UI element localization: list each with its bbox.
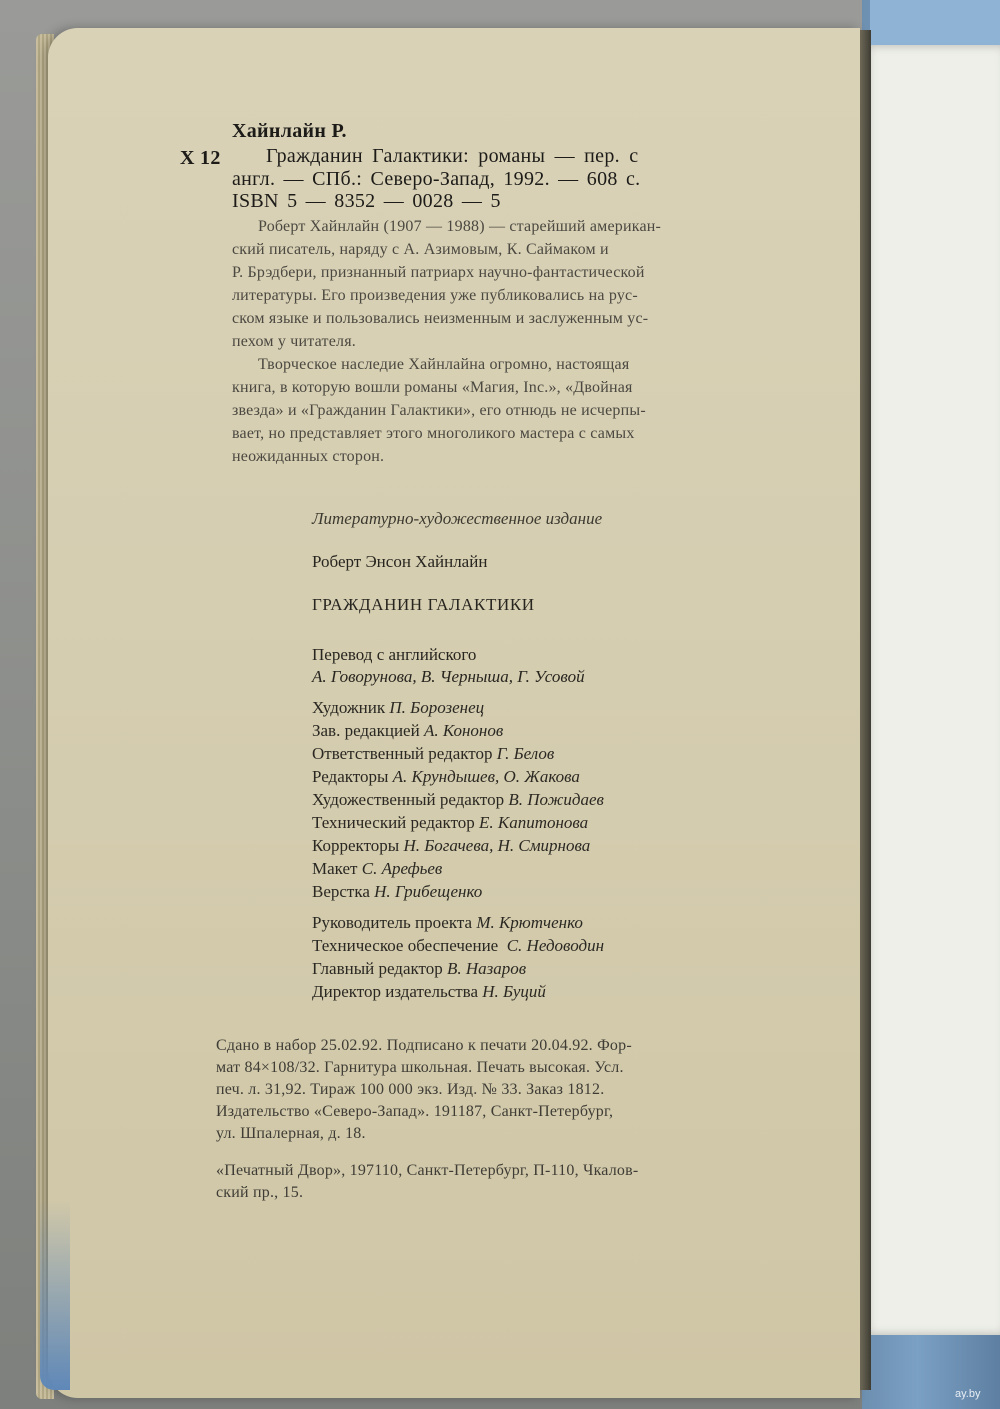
credit-name: С. Арефьев	[361, 859, 443, 878]
credit-name: Г. Белов	[496, 744, 555, 763]
credit-row	[312, 936, 604, 956]
credit-name: М. Крютченко	[476, 913, 583, 932]
annotation-line: неожиданных сторон.	[232, 448, 385, 465]
annotation-line: вает, но представляет этого многоликого мастера с самых	[232, 425, 635, 442]
credit-row	[312, 721, 503, 741]
credit-role: Макет	[312, 859, 358, 878]
credit-name: П. Борозенец	[389, 698, 485, 717]
credit-role: Корректоры	[312, 836, 400, 855]
credit-role: Художественный редактор	[312, 790, 505, 809]
imprint-line: печ. л. 31,92. Тираж 100 000 экз. Изд. № 33. Заказ 1812.	[216, 1081, 605, 1098]
credit-role: Редакторы	[312, 767, 389, 786]
credit-name: С. Недоводин	[506, 936, 605, 955]
catalog-title-line1: Гражданин Галактики: романы — пер. с	[266, 145, 639, 167]
credit-row	[312, 836, 590, 856]
credit-role: Зав. редакцией	[312, 721, 420, 740]
credit-row	[312, 744, 554, 764]
catalog-title-line2: англ. — СПб.: Северо-Запад, 1992. — 608 с.	[232, 168, 641, 190]
credit-role: Верстка	[312, 882, 370, 901]
annotation-line: ском языке и пользовались неизменным и заслуженным ус-	[232, 310, 649, 327]
credit-row	[312, 982, 546, 1002]
credit-role: Техническое обеспечение	[312, 936, 499, 955]
catalog-author: Хайнлайн Р.	[232, 120, 347, 142]
cover-bottom-edge	[40, 1200, 70, 1390]
credit-row	[312, 767, 580, 787]
imprint-line: Сдано в набор 25.02.92. Подписано к печати 20.04.92. Фор-	[216, 1037, 632, 1054]
printer-line: ский пр., 15.	[216, 1184, 304, 1201]
credit-row	[312, 882, 482, 902]
credit-name: Н. Грибещенко	[374, 882, 483, 901]
annotation-line: звезда» и «Гражданин Галактики», его отнюдь не исчерпы-	[232, 402, 646, 419]
facing-blank-page	[862, 45, 1000, 1335]
catalog-index: Х 12	[180, 147, 221, 169]
catalog-isbn: ISBN 5 — 8352 — 0028 — 5	[232, 190, 501, 212]
credit-name: Н. Богачева, Н. Смирнова	[403, 836, 591, 855]
credit-name: Н. Буций	[482, 982, 546, 1001]
annotation-line: Творческое наследие Хайнлайна огромно, настоящая	[258, 356, 630, 373]
credit-role: Главный редактор	[312, 959, 443, 978]
book-title: ГРАЖДАНИН ГАЛАКТИКИ	[312, 595, 535, 614]
credit-role: Технический редактор	[312, 813, 475, 832]
annotation-line: ский писатель, наряду с А. Азимовым, К. Саймаком и	[232, 241, 609, 258]
credit-row	[312, 959, 526, 979]
annotation-line: литературы. Его произведения уже публиковались на рус-	[232, 287, 638, 304]
edition-type: Литературно-художественное издание	[312, 509, 603, 528]
annotation-line: пехом у читателя.	[232, 333, 356, 350]
credit-row	[312, 813, 588, 833]
annotation-line: Роберт Хайнлайн (1907 — 1988) — старейший американ-	[258, 218, 662, 235]
credit-row	[312, 698, 484, 718]
credit-role: Ответственный редактор	[312, 744, 493, 763]
translators: А. Говорунова, В. Черныша, Г. Усовой	[312, 667, 585, 686]
imprint-line: Издательство «Северо-Запад». 191187, Санкт-Петербург,	[216, 1103, 614, 1120]
credit-name: А. Кононов	[423, 721, 504, 740]
credit-role: Руководитель проекта	[312, 913, 473, 932]
imprint-line: ул. Шпалерная, д. 18.	[216, 1125, 366, 1142]
printer-line: «Печатный Двор», 197110, Санкт-Петербург, П-110, Чкалов-	[216, 1162, 639, 1179]
credit-name: А. Крундышев, О. Жакова	[392, 767, 580, 786]
credit-name: В. Назаров	[446, 959, 527, 978]
credit-row	[312, 790, 604, 810]
credit-row	[312, 859, 442, 879]
credit-name: Е. Капитонова	[479, 813, 589, 832]
author-full-name: Роберт Энсон Хайнлайн	[312, 552, 488, 571]
annotation-line: книга, в которую вошли романы «Магия, Inc.», «Двойная	[232, 379, 633, 396]
imprint-line: мат 84×108/32. Гарнитура школьная. Печать высокая. Усл.	[216, 1059, 624, 1076]
credit-row	[312, 913, 583, 933]
credit-role: Директор издательства	[312, 982, 479, 1001]
annotation-line: Р. Брэдбери, признанный патриарх научно-фантастической	[232, 264, 645, 281]
credit-role: Художник	[312, 698, 386, 717]
watermark: ay.by	[955, 1388, 981, 1400]
credit-name: В. Пожидаев	[508, 790, 604, 809]
translation-label: Перевод с английского	[312, 645, 477, 664]
